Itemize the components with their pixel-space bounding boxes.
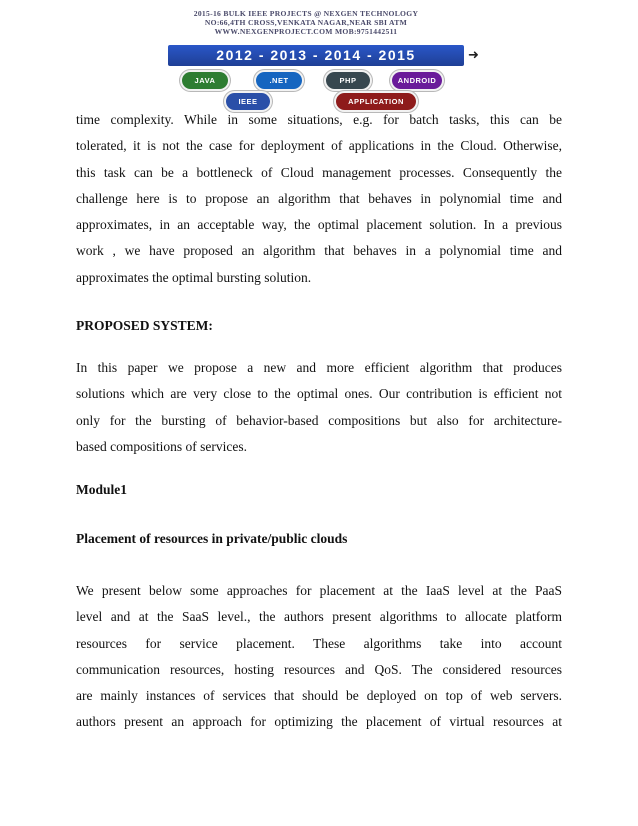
android-badge: ANDROID — [392, 72, 442, 89]
intro-paragraph — [76, 107, 562, 291]
proposed-system-heading: PROPOSED SYSTEM: — [76, 318, 213, 333]
banner-years: 2012 - 2013 - 2014 - 2015 — [168, 45, 464, 66]
dotnet-badge: .NET — [256, 72, 302, 89]
module-heading: Module1 — [76, 482, 128, 497]
module-subheading: Placement of resources in private/public clouds — [76, 531, 348, 546]
text-line: authors present an approach for optimizing the placement of virtual resources at — [76, 714, 562, 730]
ieee-badge: IEEE — [226, 93, 270, 110]
text-line: challenge here is to propose an algorithm that behaves in polynomial time and — [76, 190, 562, 206]
text-line: work , we have proposed an algorithm that behaves in a polynomial time and — [76, 243, 562, 259]
text-line: level and at the SaaS level., the authors present algorithms to allocate platform — [76, 609, 562, 625]
banner-line-2: NO:66,4TH CROSS,VENKATA NAGAR,NEAR SBI ATM — [204, 18, 408, 27]
text-line: We present below some approaches for placement at the IaaS level at the PaaS — [76, 583, 562, 598]
text-line: solutions which are very close to the optimal ones. Our contribution is efficient not — [76, 386, 562, 402]
banner-line-1: 2015-16 BULK IEEE PROJECTS @ NEXGEN TECHNOLOGY — [193, 9, 419, 18]
application-badge: APPLICATION — [336, 93, 416, 110]
text-line: tolerated, it is not the case for deployment of applications in the Cloud. Otherwise, — [76, 138, 562, 154]
arrow-icon: ➜ — [468, 48, 479, 63]
php-badge: PHP — [326, 72, 370, 89]
text-line: time complexity. While in some situations, e.g. for batch tasks, this can be — [76, 112, 562, 127]
text-line: this task can be a bottleneck of Cloud management processes. Consequently the — [76, 164, 562, 180]
header-banner — [130, 8, 482, 104]
text-line: approximates the optimal bursting solution. — [76, 269, 312, 285]
text-line: In this paper we propose a new and more efficient algorithm that produces — [76, 360, 562, 375]
java-badge: JAVA — [182, 72, 228, 89]
text-line: only for the bursting of behavior-based compositions but also for architecture- — [76, 412, 562, 428]
text-line: are mainly instances of services that should be deployed on top of web servers. — [76, 688, 562, 704]
proposed-paragraph — [76, 355, 562, 460]
text-line: based compositions of services. — [76, 438, 247, 454]
module-paragraph — [76, 578, 562, 736]
text-line: resources for service placement. These algorithms take into account — [76, 635, 562, 651]
text-line: approximates, in an acceptable way, the optimal placement solution. In a previous — [76, 217, 562, 233]
banner-line-3: WWW.NEXGENPROJECT.COM MOB:9751442511 — [214, 27, 398, 36]
text-line: communication resources, hosting resources and QoS. The considered resources — [76, 661, 562, 677]
